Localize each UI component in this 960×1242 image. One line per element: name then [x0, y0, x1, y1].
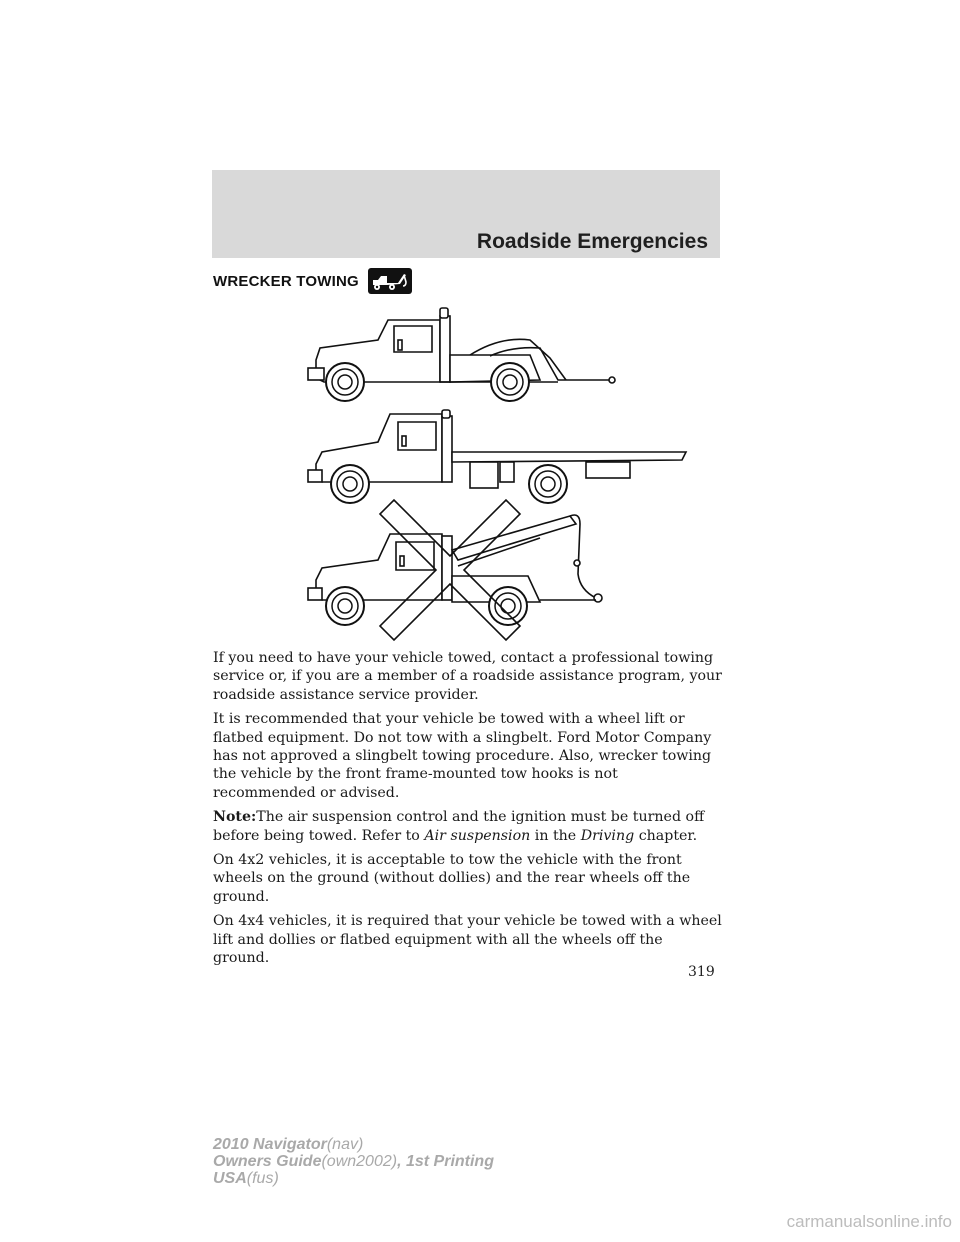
- air-suspension-reference: Air suspension: [424, 827, 531, 844]
- towing-methods-illustration: [290, 300, 700, 650]
- section-title: Roadside Emergencies: [476, 230, 708, 253]
- sling-truck-drawing: [308, 515, 602, 625]
- driving-chapter-reference: Driving: [580, 827, 635, 844]
- paragraph-4x4: On 4x4 vehicles, it is required that your vehicle be towed with a wheel lift and dollies or flatbed equipment with all the wheels off the ground.: [213, 913, 722, 967]
- paragraph-note: Note:The air suspension control and the ignition must be turned off before being towed. Refer to Air suspension in the Driving chapter.: [213, 809, 705, 844]
- paragraph-4x2: On 4x2 vehicles, it is acceptable to tow the vehicle with the front wheels on the ground (without dollies) and the rear wheels off the ground.: [213, 852, 691, 905]
- tow-truck-icon: [368, 268, 412, 294]
- document-footer: 2010 Navigator(nav) Owners Guide(own2002), 1st Printing USA(fus): [213, 1136, 494, 1187]
- body-text: [213, 649, 723, 974]
- page-heading: WRECKER TOWING: [213, 273, 359, 290]
- paragraph-towing-recommendation: It is recommended that your vehicle be towed with a wheel lift or flatbed equipment. Do not tow with a slingbelt. Ford Motor Company has not approved a slingbelt towing procedure. Also, wrecker towing the vehicle by the front frame-mounted tow hooks is not recommended or advised.: [213, 711, 712, 801]
- section-header-band: [212, 170, 720, 258]
- note-label: Note:: [213, 809, 257, 826]
- paragraph-towing-service: If you need to have your vehicle towed, contact a professional towing service or, if you are a member of a roadside assistance program, your roadside assistance service provider.: [213, 650, 722, 703]
- wheel-lift-truck-drawing: [308, 308, 615, 401]
- flatbed-truck-drawing: [308, 410, 686, 503]
- page-number: 319: [688, 964, 715, 980]
- watermark: carmanualsonline.info: [786, 1212, 952, 1231]
